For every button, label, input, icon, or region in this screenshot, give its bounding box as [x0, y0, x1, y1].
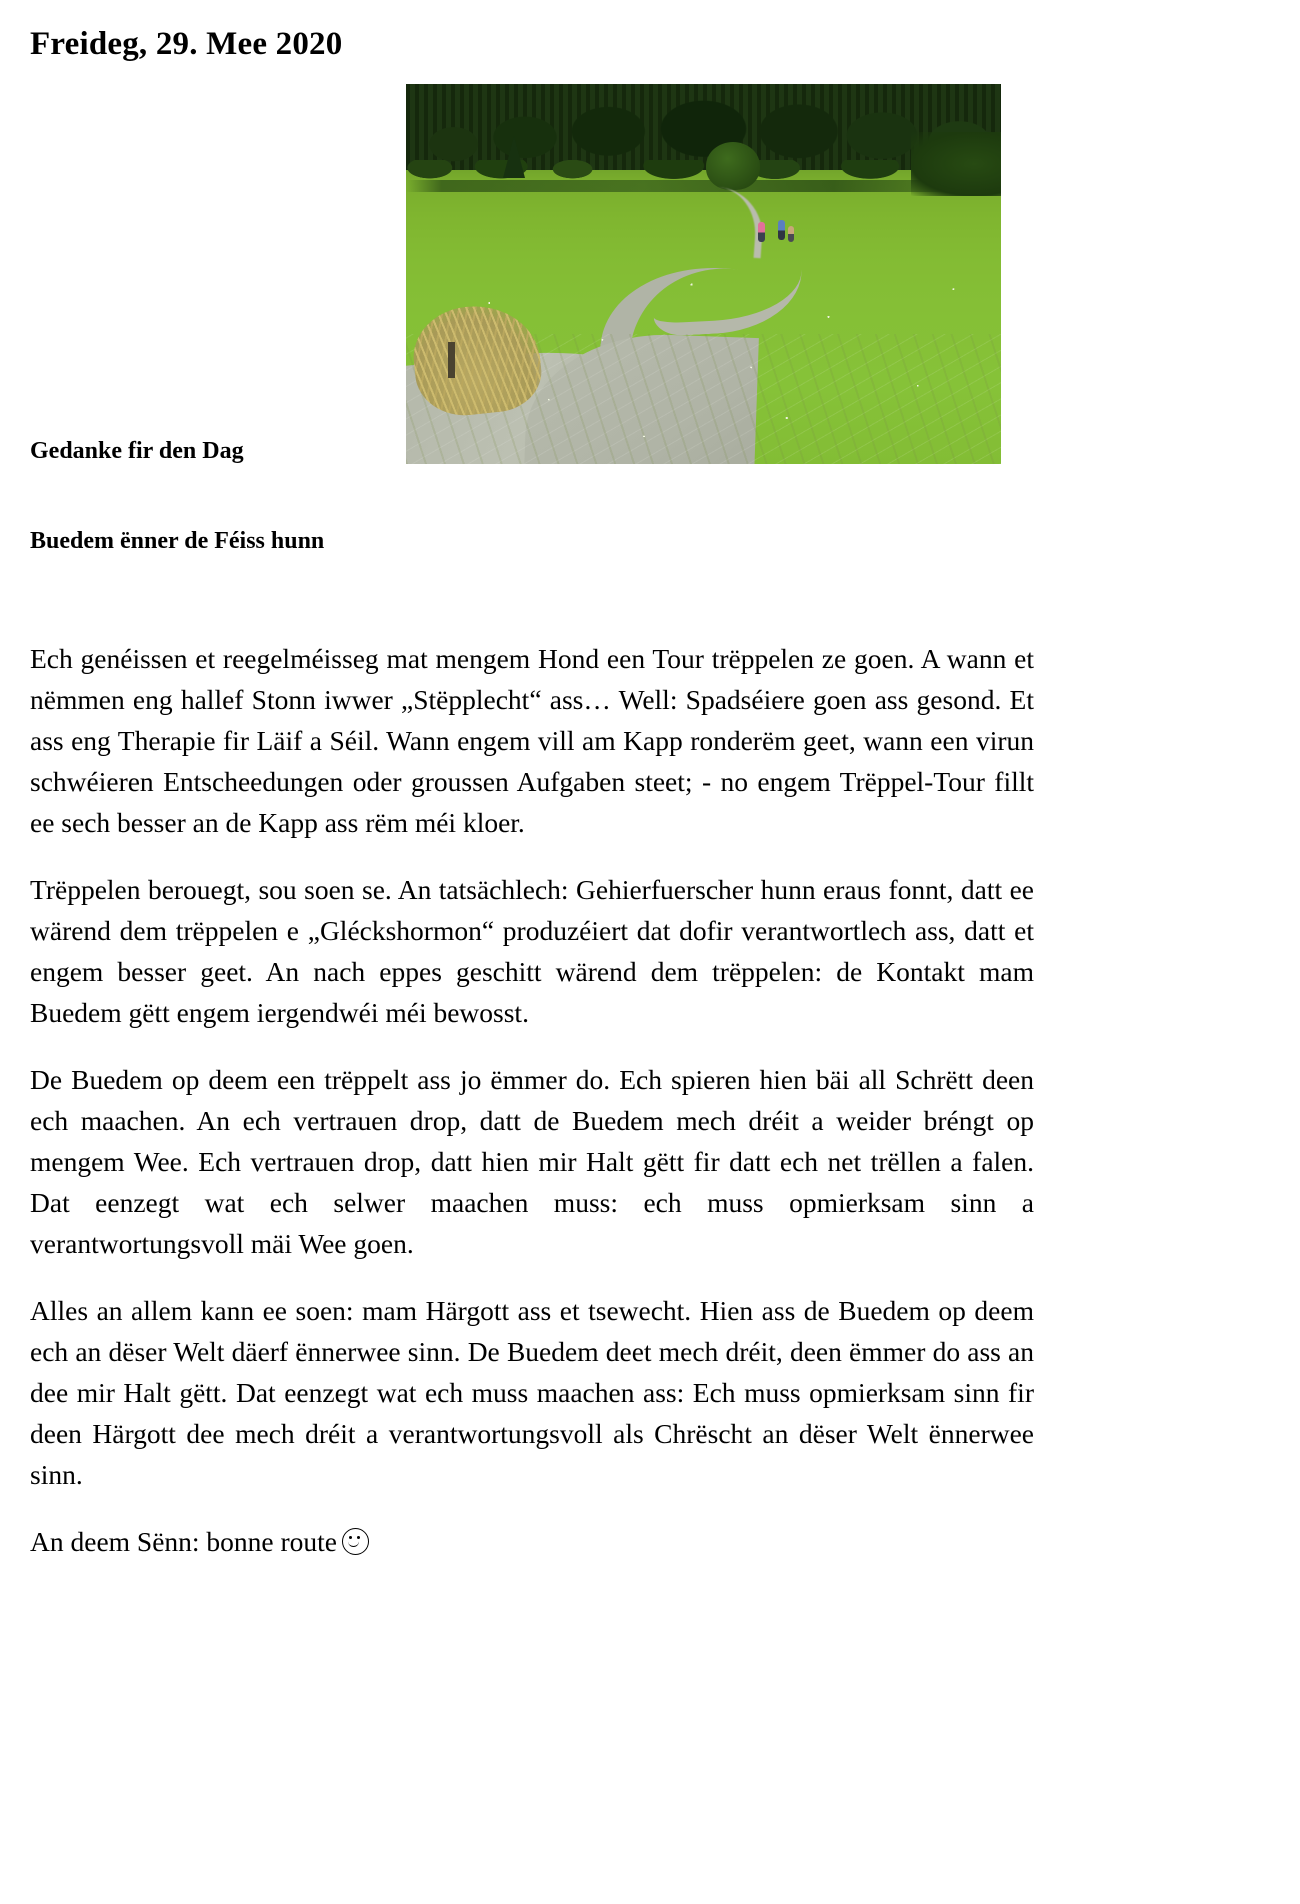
- heading-thought-of-the-day: Gedanke fir den Dag: [30, 438, 244, 464]
- paragraph: Ech genéissen et reegelméisseg mat mengem Hond een Tour trëppelen ze goen. A wann et nëmmen eng hallef Stonn iwwer „Stëpplecht“ ass… Well: Spadséiere goen ass gesond. Et ass eng Therapie fir Läif a Séil. Wann engem vill am Kapp ronderëm geet, wann een virun schwéieren Entscheedungen oder groussen Aufgaben steet; - no engem Trëppel-Tour fillt ee sech besser an de Kapp ass rëm méi kloer.: [30, 643, 1034, 838]
- paragraph: Trëppelen berouegt, sou soen se. An tatsächlech: Gehierfuerscher hunn eraus fonnt, datt ee wärend dem trëppelen e „Gléckshormon“ produzéiert dat dofir verantwortlech ass, datt et engem besser geet. An nach eppes geschitt wärend dem trëppelen: de Kontakt mam Buedem gëtt engem iergendwéi méi bewosst.: [30, 874, 1034, 1028]
- smiley-face-icon: [342, 1528, 369, 1555]
- dry-grass-clump: [409, 300, 546, 421]
- hiker-figure-small: [788, 226, 794, 242]
- body-text: [30, 638, 1034, 1562]
- hiker-figure-pink: [758, 222, 765, 242]
- meadow-path-photo: [406, 84, 1001, 464]
- paragraph: De Buedem op deem een trëppelt ass jo ëmmer do. Ech spieren hien bäi all Schrëtt deen ech maachen. An ech vertrauen drop, datt de Buedem mech dréit a weider bréngt op mengem Wee. Ech vertrauen drop, datt hien mir Halt gëtt fir datt ech net trëllen a falen. Dat eenzegt wat ech selwer maachen muss: ech muss opmierksam sinn a verantwortungsvoll mäi Wee goen.: [30, 1064, 1034, 1259]
- closing-text: An deem Sënn: bonne route: [30, 1526, 338, 1557]
- photo-canvas: [406, 84, 1001, 464]
- heading-topic: Buedem ënner de Féiss hunn: [30, 528, 325, 554]
- path-near-segment-two: [523, 330, 759, 464]
- right-woodland: [911, 132, 1001, 196]
- fence-post: [448, 342, 455, 378]
- broadleaf-tree: [706, 142, 760, 190]
- closing-line: [30, 1521, 1034, 1562]
- hiker-figure-blue: [778, 220, 785, 240]
- paragraph: Alles an allem kann ee soen: mam Härgott ass et tsewecht. Hien ass de Buedem op deem ech an dëser Welt däerf ënnerwee sinn. De Buedem deet mech dréit, deen ëmmer do ass an dee mir Halt gëtt. Dat eenzegt wat ech muss maachen ass: Ech muss opmierksam sinn fir deen Härgott dee mech dréit a verantwortungsvoll als Chrëscht an dëser Welt ënnerwee sinn.: [30, 1295, 1034, 1490]
- lone-conifer-tree: [503, 136, 525, 178]
- page-title: Freideg, 29. Mee 2020: [30, 26, 343, 62]
